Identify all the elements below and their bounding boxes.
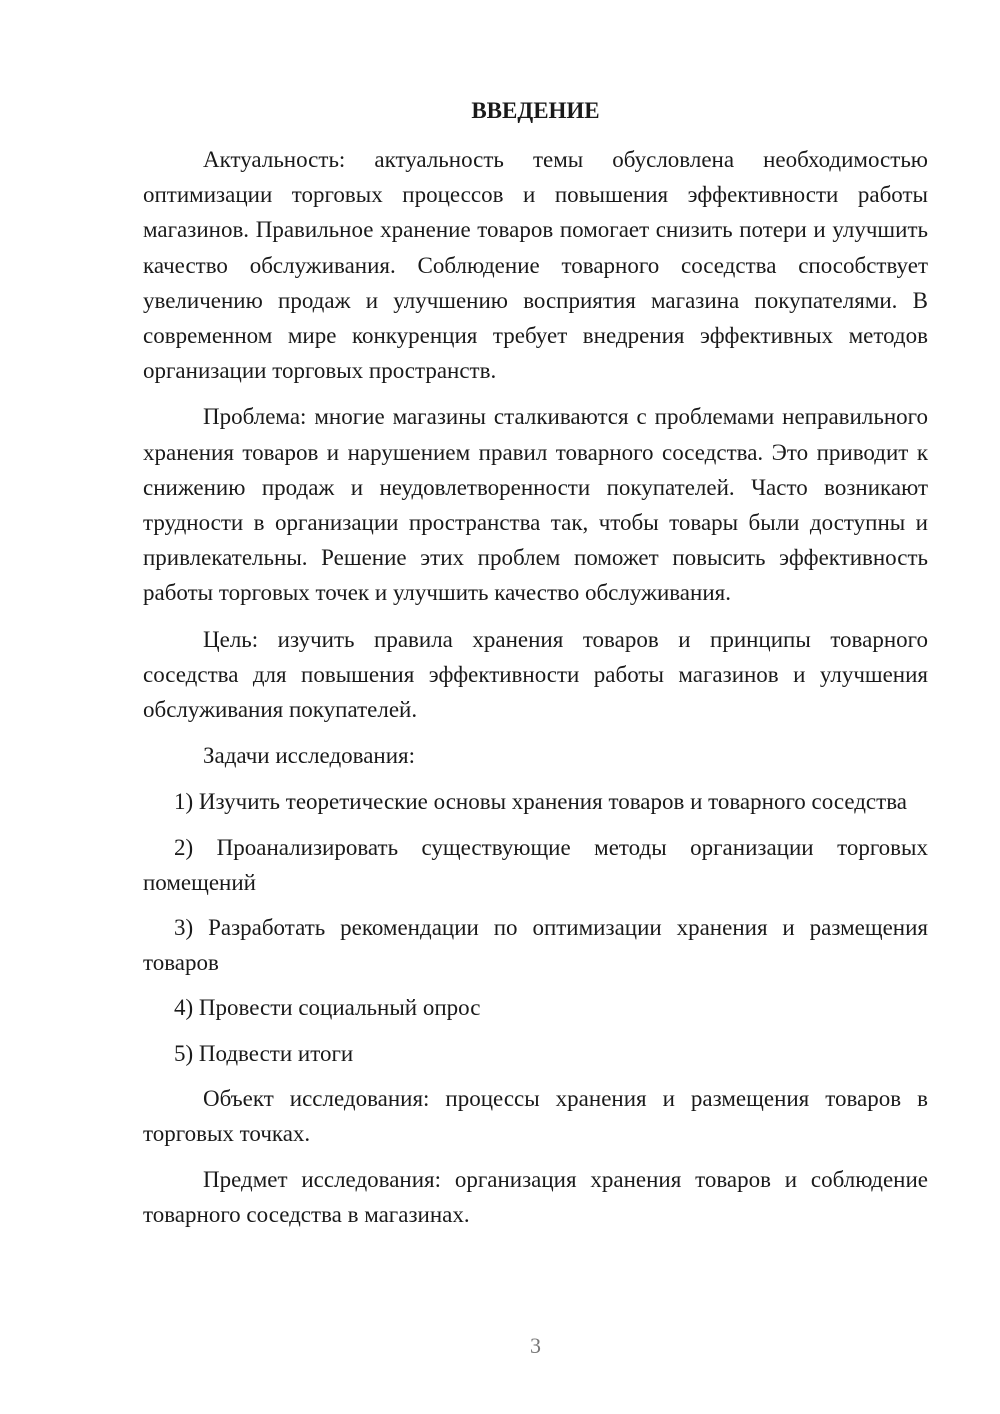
paragraph-relevance: Актуальность: актуальность темы обусловлена необходимостью оптимизации торговых процессов и повышения эффективности работы магазинов. Правильное хранение товаров помогает снизить потери и улучшить качество обслуживания. Соблюдение товарного соседства способствует увеличению продаж и улучшению восприятия магазина покупателями. В современном мире конкуренция требует внедрения эффективных методов организации торговых пространств. (143, 147, 928, 384)
paragraph-tasks-title: Задачи исследования: (203, 743, 416, 769)
document-body (143, 142, 928, 1244)
task-item: 4) Провести социальный опрос (174, 995, 481, 1021)
paragraph-object: Объект исследования: процессы хранения и размещения товаров в торговых точках. (143, 1085, 928, 1147)
paragraph-problem: Проблема: многие магазины сталкиваются с проблемами неправильного хранения товаров и нарушением правил товарного соседства. Это приводит к снижению продаж и неудовлетворенности покупателей. Часто возникают трудности в организации пространства так, чтобы товары были доступны и привлекательны. Решение этих проблем поможет повысить эффективность работы торговых точек и улучшить качество обслуживания. (143, 404, 928, 606)
task-item: 5) Подвести итоги (174, 1040, 354, 1066)
task-item: 1) Изучить теоретические основы хранения товаров и товарного соседства (174, 789, 907, 815)
task-item: 2) Проанализировать существующие методы организации торговых помещений (143, 834, 928, 895)
task-item: 3) Разработать рекомендации по оптимизации хранения и размещения товаров (143, 915, 928, 976)
paragraph-goal: Цель: изучить правила хранения товаров и принципы товарного соседства для повышения эффективности работы магазинов и улучшения обслуживания покупателей. (143, 626, 928, 723)
paragraph-subject: Предмет исследования: организация хранения товаров и соблюдение товарного соседства в магазинах. (143, 1167, 928, 1228)
page-number: 3 (530, 1333, 541, 1358)
page-title: ВВЕДЕНИЕ (471, 98, 600, 123)
